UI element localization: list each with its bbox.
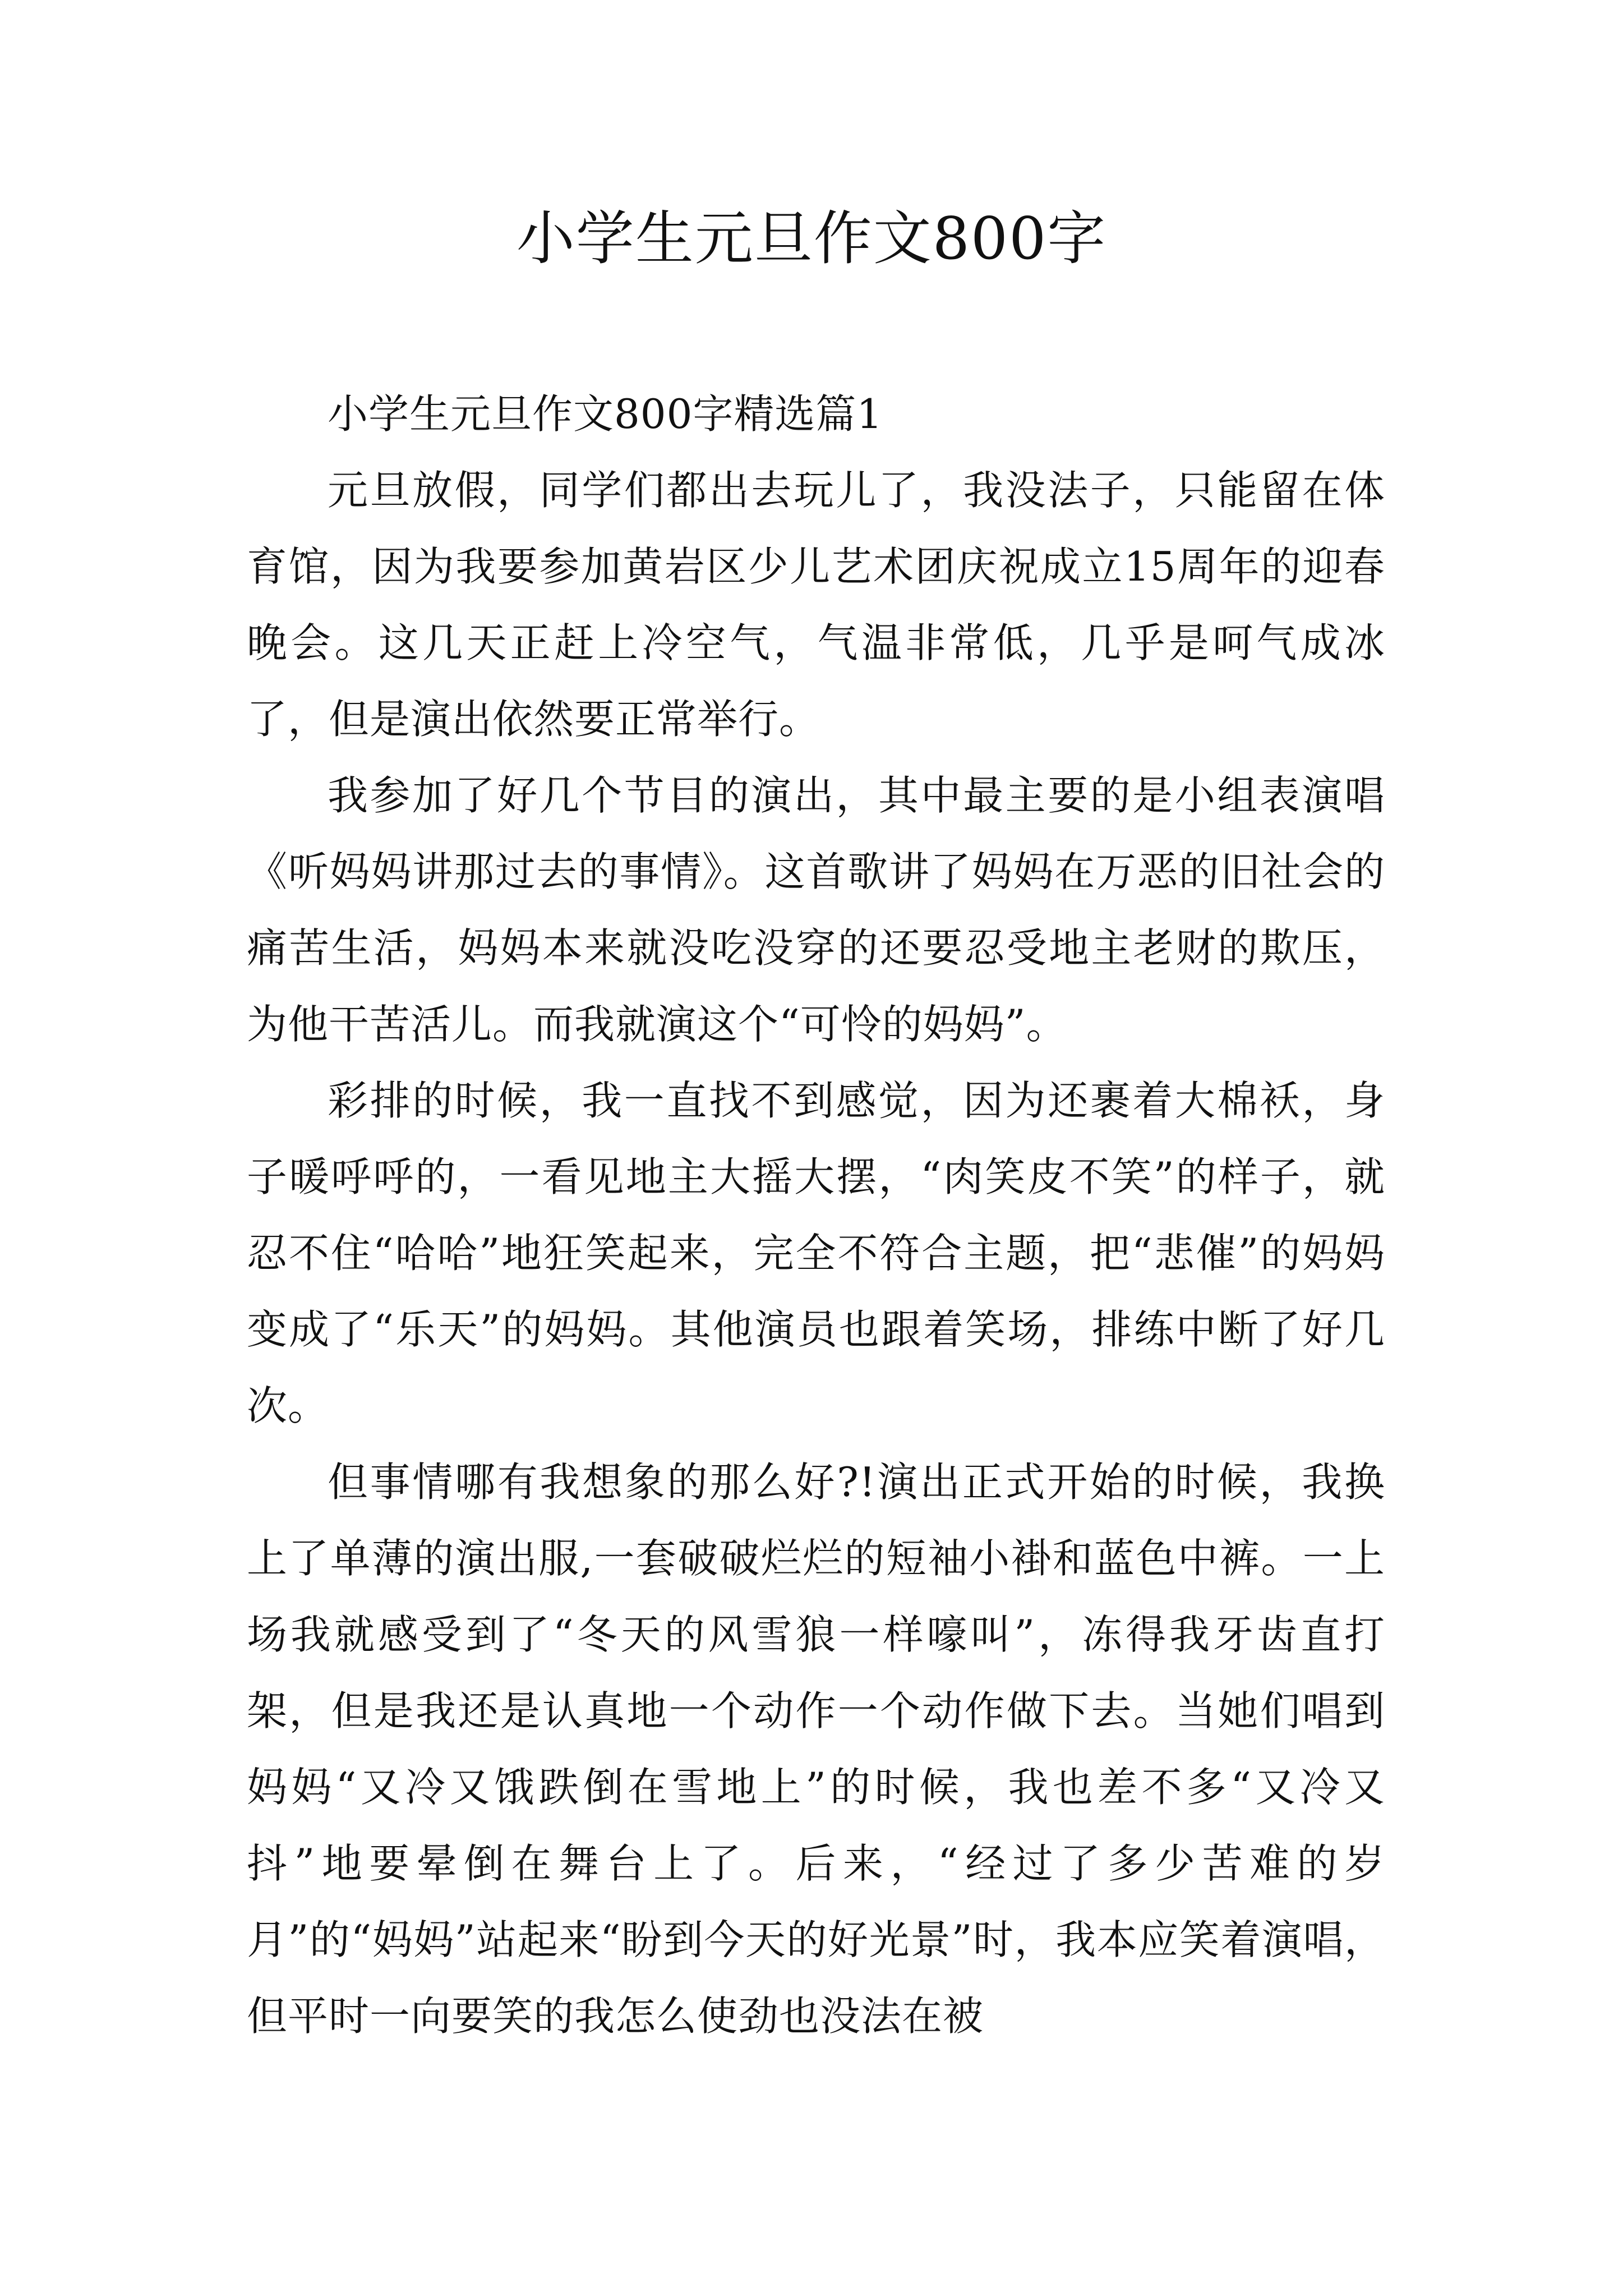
document-title: 小学生元旦作文800字 — [516, 204, 1107, 273]
paragraph-4: 但事情哪有我想象的那么好?!演出正式开始的时候，我换上了单薄的演出服,一套破破烂烂的短袖小褂和蓝色中裤。一上场我就感受到了“冬天的风雪狼一样嚎叫”，冻得我牙齿直打架，但是我还是认真地一个动作一个动作做下去。当她们唱到妈妈“又冷又饿跌倒在雪地上”的时候，我也差不多“又冷又抖”地要晕倒在舞台上了。后来，“经过了多少苦难的岁月”的“妈妈”站起来“盼到今天的好光景”时，我本应笑着演唱，但平时一向要笑的我怎么使劲也没法在被 — [247, 1458, 1385, 2040]
document-body — [247, 376, 1385, 2054]
section-heading: 小学生元旦作文800字精选篇1 — [328, 390, 883, 438]
paragraph-3: 彩排的时候，我一直找不到感觉，因为还裹着大棉袄，身子暖呼呼的，一看见地主大摇大摆，“肉笑皮不笑”的样子，就忍不住“哈哈”地狂笑起来，完全不符合主题，把“悲催”的妈妈变成了“乐天”的妈妈。其他演员也跟着笑场，排练中断了好几次。 — [247, 1077, 1385, 1429]
paragraph-2: 我参加了好几个节目的演出，其中最主要的是小组表演唱《听妈妈讲那过去的事情》。这首歌讲了妈妈在万恶的旧社会的痛苦生活，妈妈本来就没吃没穿的还要忍受地主老财的欺压，为他干苦活儿。而我就演这个“可怜的妈妈”。 — [247, 772, 1385, 1048]
paragraph-1: 元旦放假，同学们都出去玩儿了，我没法子，只能留在体育馆，因为我要参加黄岩区少儿艺术团庆祝成立15周年的迎春晚会。这几天正赶上冷空气，气温非常低，几乎是呵气成冰了，但是演出依然要正常举行。 — [247, 467, 1385, 743]
